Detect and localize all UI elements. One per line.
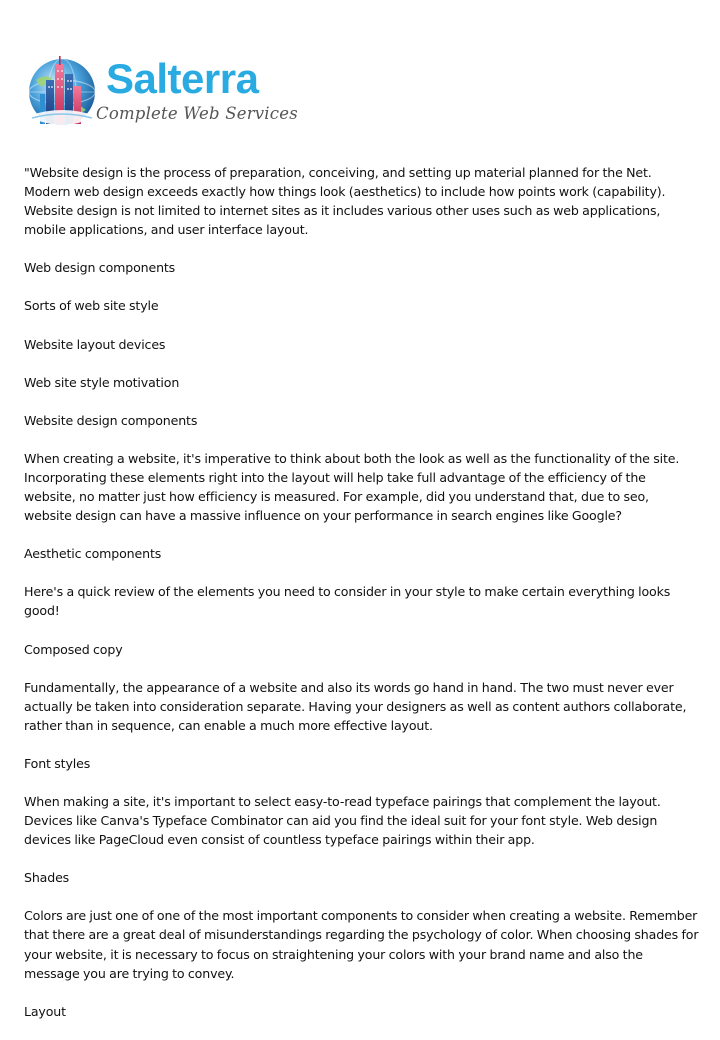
heading-aesthetic-components: Aesthetic components — [24, 546, 162, 562]
paragraph-colors: Colors are just one of one of the most important components to consider when creating a website. Remember that there are a great deal of misunderstandings regarding the psychology of color. When choosing shades for your website, it is necessary to focus on straightening your colors with your brand name and also the message you are trying to convey. — [24, 908, 699, 981]
heading-style-motivation: Web site style motivation — [24, 374, 180, 390]
heading-sorts-of-site-style: Sorts of web site style — [24, 298, 159, 314]
salterra-logo — [24, 50, 298, 136]
heading-design-components: Website design components — [24, 412, 198, 428]
globe-skyline-icon — [24, 50, 100, 130]
paragraph-fonts: When making a site, it's important to select easy-to-read typeface pairings that complement the layout. Devices like Canva's Typeface Combinator can aid you find the ideal suit for your font style. Web design devices like PageCloud even consist of countless typeface pairings within their app. — [24, 793, 661, 848]
heading-layout: Layout — [24, 1003, 66, 1019]
paragraph-look-and-functionality: When creating a website, it's imperative to think about both the look as well as the functionality of the site. Incorporating these elements right into the layout will help take full advantage of the efficiency of the website, no matter just how efficiency is measured. For example, did you understand that, due to seo, website design can have a massive influence on your performance in search engines like Google? — [24, 450, 680, 524]
article-body — [24, 163, 700, 1040]
heading-layout-devices: Website layout devices — [24, 336, 166, 352]
heading-font-styles: Font styles — [24, 755, 91, 771]
heading-shades: Shades — [24, 870, 70, 886]
intro-paragraph: "Website design is the process of preparation, conceiving, and setting up material planned for the Net. Modern web design exceeds exactly how things look (aesthetics) to include how points work (capability). Website design is not limited to internet sites as it includes various other uses such as web applications, mobile applications, and user interface layout. — [24, 165, 666, 238]
paragraph-copy: Fundamentally, the appearance of a website and also its words go hand in hand. The two must never ever actually be taken into consideration separate. Having your designers as well as content authors collaborate, rather than in sequence, can enable a much more effective layout. — [24, 679, 687, 733]
logo-tagline: Complete Web Services — [96, 104, 298, 123]
logo-brand-name: Salterra — [106, 55, 259, 102]
paragraph-quick-review: Here's a quick review of the elements you need to consider in your style to make certain everything looks good! — [24, 584, 671, 619]
heading-composed-copy: Composed copy — [24, 641, 123, 657]
heading-web-design-components: Web design components — [24, 260, 176, 276]
